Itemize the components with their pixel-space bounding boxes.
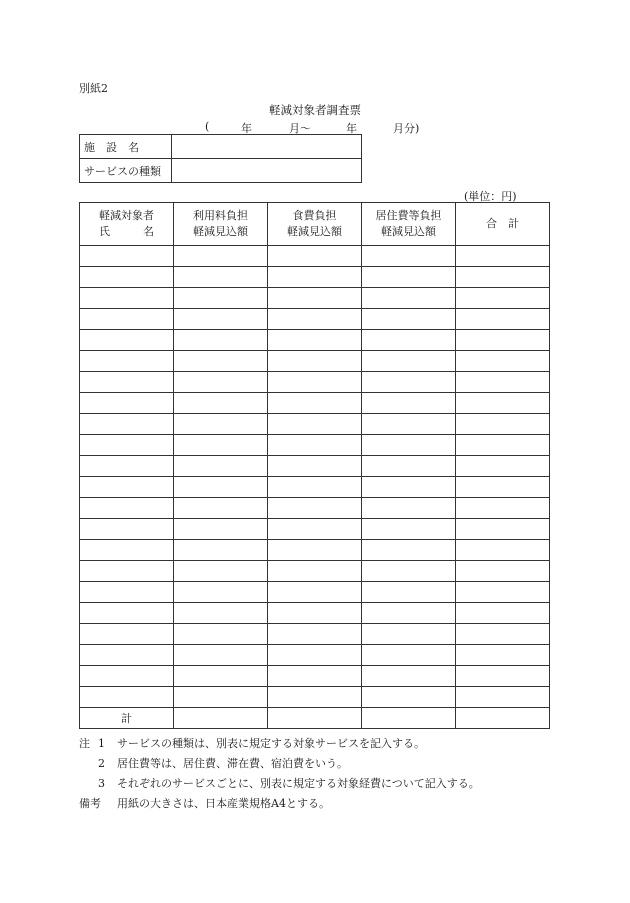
remark-item xyxy=(79,794,480,814)
column-header-housing-cost xyxy=(362,203,456,246)
period-year-start: 年 xyxy=(241,122,252,135)
column-header-line1: 利用料負担 xyxy=(193,209,248,222)
column-header-food-cost xyxy=(268,203,362,246)
note-item xyxy=(79,774,480,794)
remark-text: 用紙の大きさは、日本産業規格A4とする。 xyxy=(117,797,330,810)
table-header-row xyxy=(80,203,550,246)
table-cell[interactable] xyxy=(456,603,550,624)
table-row xyxy=(80,603,550,624)
table-cell[interactable] xyxy=(80,666,174,687)
table-cell[interactable] xyxy=(362,435,456,456)
service-type-field[interactable] xyxy=(172,159,362,183)
table-row xyxy=(80,267,550,288)
table-cell[interactable] xyxy=(174,477,268,498)
notes-prefix: 注 xyxy=(79,737,90,750)
table-row xyxy=(80,393,550,414)
table-cell[interactable] xyxy=(268,330,362,351)
period-year-end: 年 xyxy=(346,122,357,135)
notes-section xyxy=(79,734,480,814)
period-month-end: 月分) xyxy=(393,122,420,135)
table-cell[interactable] xyxy=(456,519,550,540)
table-cell[interactable] xyxy=(456,330,550,351)
table-cell[interactable] xyxy=(268,687,362,708)
column-header-usage-fee xyxy=(174,203,268,246)
table-cell[interactable] xyxy=(456,687,550,708)
table-row xyxy=(80,435,550,456)
table-cell[interactable] xyxy=(174,456,268,477)
table-cell[interactable] xyxy=(174,414,268,435)
table-cell[interactable] xyxy=(362,477,456,498)
table-cell[interactable] xyxy=(362,540,456,561)
page-title: 軽減対象者調査票 xyxy=(269,103,361,117)
table-cell[interactable] xyxy=(80,246,174,267)
table-cell[interactable] xyxy=(268,582,362,603)
table-cell[interactable] xyxy=(80,603,174,624)
table-cell[interactable] xyxy=(456,645,550,666)
table-cell[interactable] xyxy=(174,624,268,645)
table-cell[interactable] xyxy=(174,498,268,519)
table-cell[interactable] xyxy=(268,561,362,582)
table-cell[interactable] xyxy=(268,288,362,309)
total-cell[interactable] xyxy=(174,708,268,729)
table-cell[interactable] xyxy=(456,540,550,561)
table-cell[interactable] xyxy=(268,624,362,645)
table-cell[interactable] xyxy=(362,498,456,519)
table-cell[interactable] xyxy=(174,687,268,708)
table-cell[interactable] xyxy=(362,267,456,288)
table-cell[interactable] xyxy=(456,309,550,330)
table-cell[interactable] xyxy=(268,645,362,666)
table-cell[interactable] xyxy=(80,624,174,645)
column-header-line1: 居住費等負担 xyxy=(375,209,442,222)
table-cell[interactable] xyxy=(456,456,550,477)
table-cell[interactable] xyxy=(456,267,550,288)
document-label: 別紙2 xyxy=(79,82,108,95)
table-cell[interactable] xyxy=(174,288,268,309)
total-cell[interactable] xyxy=(268,708,362,729)
table-row xyxy=(80,582,550,603)
remark-label: 備考 xyxy=(79,797,101,810)
table-row xyxy=(80,330,550,351)
facility-info-table xyxy=(79,134,362,183)
table-cell[interactable] xyxy=(268,477,362,498)
table-cell[interactable] xyxy=(174,435,268,456)
table-cell[interactable] xyxy=(80,519,174,540)
table-cell[interactable] xyxy=(362,582,456,603)
table-row xyxy=(80,456,550,477)
table-cell[interactable] xyxy=(456,414,550,435)
table-cell[interactable] xyxy=(80,498,174,519)
table-cell[interactable] xyxy=(456,582,550,603)
table-cell[interactable] xyxy=(362,519,456,540)
facility-name-field[interactable] xyxy=(172,135,362,159)
table-cell[interactable] xyxy=(362,393,456,414)
total-label: 計 xyxy=(80,708,174,729)
table-cell[interactable] xyxy=(174,645,268,666)
column-header-line2: 氏 名 xyxy=(99,225,154,238)
table-cell[interactable] xyxy=(362,687,456,708)
table-row xyxy=(80,372,550,393)
column-header-line1: 軽減対象者 xyxy=(99,209,154,222)
table-cell[interactable] xyxy=(174,330,268,351)
column-header-line2: 軽減見込額 xyxy=(193,225,248,238)
table-cell[interactable] xyxy=(456,561,550,582)
note-text: それぞれのサービスごとに、別表に規定する対象経費について記入する。 xyxy=(117,777,480,790)
note-item xyxy=(79,754,480,774)
table-cell[interactable] xyxy=(456,477,550,498)
table-cell[interactable] xyxy=(174,666,268,687)
table-cell[interactable] xyxy=(174,267,268,288)
table-cell[interactable] xyxy=(80,351,174,372)
table-cell[interactable] xyxy=(80,561,174,582)
table-row xyxy=(80,246,550,267)
column-header-line1: 食費負担 xyxy=(292,209,337,222)
table-cell[interactable] xyxy=(362,456,456,477)
table-cell[interactable] xyxy=(268,666,362,687)
table-cell[interactable] xyxy=(268,519,362,540)
table-cell[interactable] xyxy=(80,645,174,666)
table-row xyxy=(80,498,550,519)
table-row xyxy=(80,414,550,435)
table-cell[interactable] xyxy=(456,624,550,645)
service-type-label: サービスの種類 xyxy=(80,159,172,183)
table-cell[interactable] xyxy=(80,288,174,309)
table-row xyxy=(80,624,550,645)
table-row xyxy=(80,477,550,498)
table-cell[interactable] xyxy=(362,351,456,372)
table-row xyxy=(80,540,550,561)
table-cell[interactable] xyxy=(80,393,174,414)
table-cell[interactable] xyxy=(268,456,362,477)
table-cell[interactable] xyxy=(80,477,174,498)
table-cell[interactable] xyxy=(362,309,456,330)
table-cell[interactable] xyxy=(362,561,456,582)
total-row xyxy=(80,708,550,729)
table-cell[interactable] xyxy=(362,624,456,645)
note-text: サービスの種類は、別表に規定する対象サービスを記入する。 xyxy=(117,737,425,750)
table-cell[interactable] xyxy=(362,645,456,666)
table-cell[interactable] xyxy=(268,372,362,393)
table-cell[interactable] xyxy=(268,393,362,414)
table-cell[interactable] xyxy=(456,393,550,414)
facility-name-label: 施 設 名 xyxy=(80,135,172,159)
table-cell[interactable] xyxy=(456,246,550,267)
table-row xyxy=(80,309,550,330)
table-cell[interactable] xyxy=(362,414,456,435)
table-row xyxy=(80,351,550,372)
column-header-name xyxy=(80,203,174,246)
table-cell[interactable] xyxy=(268,267,362,288)
table-cell[interactable] xyxy=(80,309,174,330)
note-item xyxy=(79,734,480,754)
table-row xyxy=(80,666,550,687)
note-number: 1 xyxy=(98,737,105,750)
table-cell[interactable] xyxy=(456,498,550,519)
table-cell[interactable] xyxy=(362,288,456,309)
period-open-paren: ( xyxy=(205,120,210,133)
table-cell[interactable] xyxy=(268,603,362,624)
table-cell[interactable] xyxy=(174,582,268,603)
table-cell[interactable] xyxy=(268,540,362,561)
table-cell[interactable] xyxy=(456,351,550,372)
table-cell[interactable] xyxy=(362,666,456,687)
table-cell[interactable] xyxy=(268,309,362,330)
table-cell[interactable] xyxy=(174,561,268,582)
column-header-line1: 合 計 xyxy=(486,217,519,230)
table-row xyxy=(80,288,550,309)
column-header-line2: 軽減見込額 xyxy=(287,225,342,238)
total-cell[interactable] xyxy=(456,708,550,729)
table-cell[interactable] xyxy=(362,246,456,267)
table-cell[interactable] xyxy=(80,330,174,351)
note-number: 3 xyxy=(98,777,105,790)
table-cell[interactable] xyxy=(174,603,268,624)
table-cell[interactable] xyxy=(80,582,174,603)
table-row xyxy=(80,645,550,666)
table-cell[interactable] xyxy=(362,603,456,624)
table-cell[interactable] xyxy=(80,435,174,456)
table-cell[interactable] xyxy=(174,519,268,540)
table-cell[interactable] xyxy=(456,666,550,687)
table-cell[interactable] xyxy=(174,309,268,330)
note-number: 2 xyxy=(98,757,105,770)
table-cell[interactable] xyxy=(80,267,174,288)
table-cell[interactable] xyxy=(456,288,550,309)
table-cell[interactable] xyxy=(80,456,174,477)
table-cell[interactable] xyxy=(456,435,550,456)
table-cell[interactable] xyxy=(80,414,174,435)
period-month-start: 月～ xyxy=(289,122,311,135)
column-header-line2: 軽減見込額 xyxy=(381,225,436,238)
table-cell[interactable] xyxy=(362,330,456,351)
column-header-total xyxy=(456,203,550,246)
table-cell[interactable] xyxy=(362,372,456,393)
table-cell[interactable] xyxy=(268,351,362,372)
table-cell[interactable] xyxy=(80,540,174,561)
survey-table xyxy=(79,202,550,729)
table-cell[interactable] xyxy=(80,687,174,708)
table-cell[interactable] xyxy=(174,393,268,414)
total-cell[interactable] xyxy=(362,708,456,729)
note-text: 居住費等は、居住費、滞在費、宿泊費をいう。 xyxy=(117,757,348,770)
table-cell[interactable] xyxy=(174,246,268,267)
table-cell[interactable] xyxy=(174,540,268,561)
table-cell[interactable] xyxy=(80,372,174,393)
table-cell[interactable] xyxy=(268,414,362,435)
table-row xyxy=(80,561,550,582)
table-cell[interactable] xyxy=(456,372,550,393)
table-row xyxy=(80,687,550,708)
table-row xyxy=(80,519,550,540)
table-cell[interactable] xyxy=(174,372,268,393)
table-cell[interactable] xyxy=(268,246,362,267)
table-cell[interactable] xyxy=(268,435,362,456)
unit-label: (単位：円) xyxy=(464,190,517,203)
table-cell[interactable] xyxy=(174,351,268,372)
table-cell[interactable] xyxy=(268,498,362,519)
